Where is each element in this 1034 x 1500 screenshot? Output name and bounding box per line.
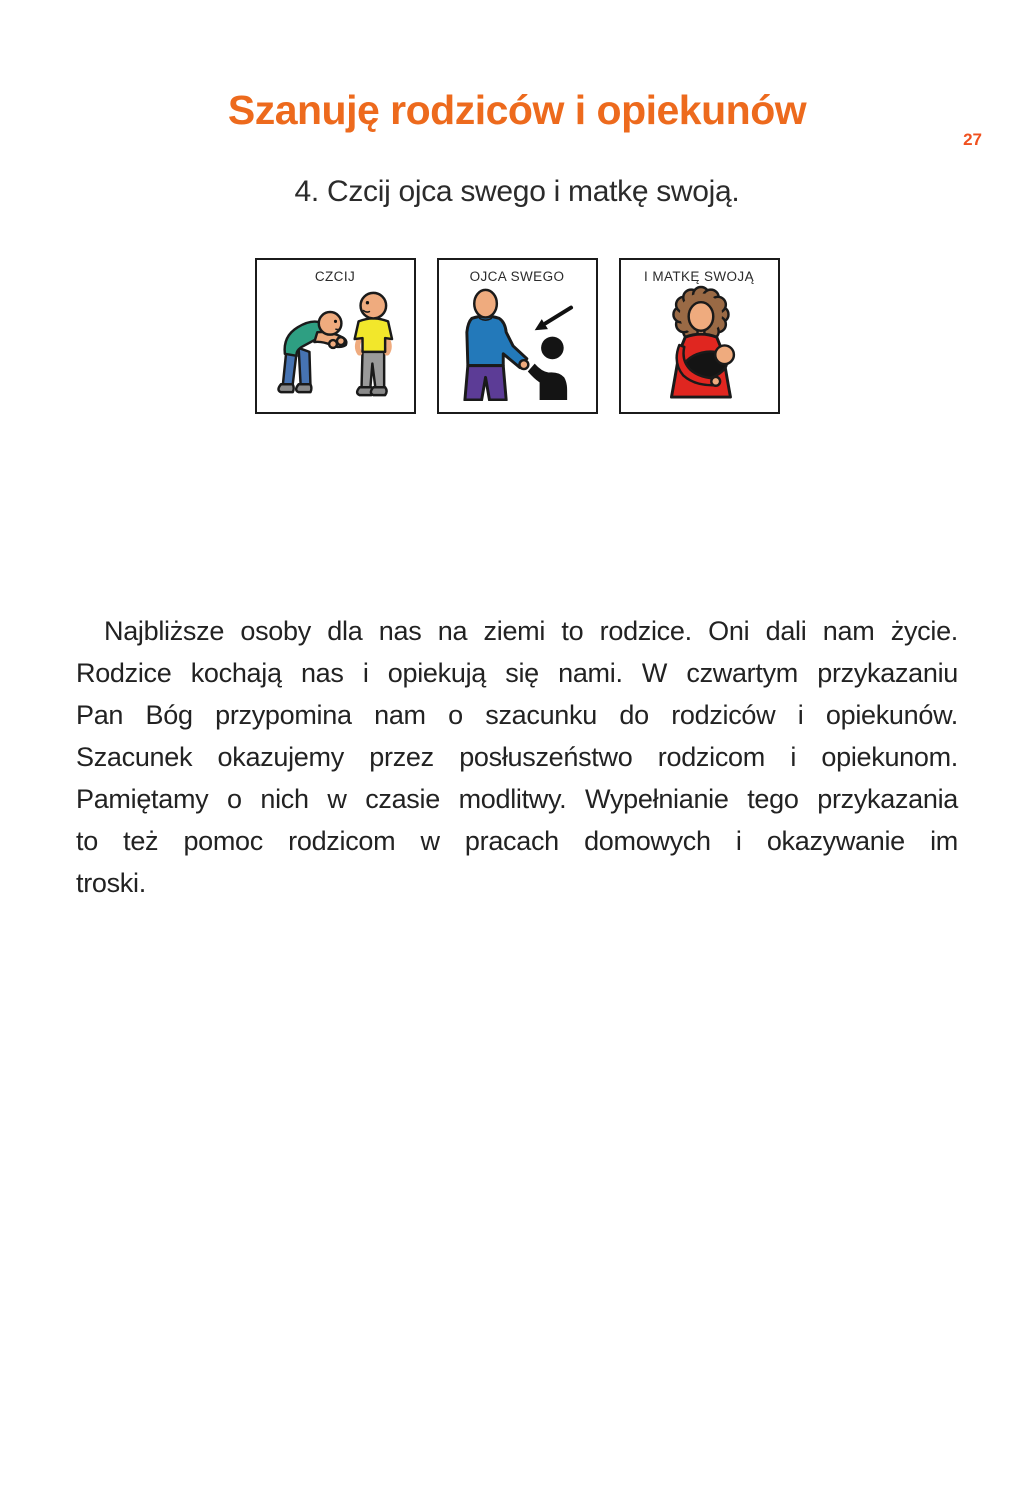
pictogram-card-ojca-swego bbox=[437, 258, 598, 414]
commandment-subtitle: 4. Czcij ojca swego i matkę swoją. bbox=[294, 175, 740, 208]
page-number: 27 bbox=[963, 130, 982, 149]
mother-holding-baby-icon bbox=[621, 285, 777, 401]
arrow-icon bbox=[535, 308, 571, 331]
pictogram-label: CZCIJ bbox=[314, 269, 356, 284]
child-silhouette bbox=[528, 337, 567, 400]
bowing-person bbox=[278, 312, 346, 392]
body-paragraph bbox=[76, 610, 958, 904]
standing-person bbox=[355, 293, 392, 395]
body-line: Pamiętamy o nich w czasie modlitwy. Wypełnianie tego przykazania bbox=[76, 784, 958, 814]
body-line: Pan Bóg przypomina nam o szacunku do rodziców i opiekunów. bbox=[76, 700, 958, 730]
body-line: Szacunek okazujemy przez posłuszeństwo rodzicom i opiekunom. bbox=[76, 742, 958, 772]
father-holding-child-hand-icon bbox=[439, 285, 595, 401]
mother-hand bbox=[711, 377, 720, 386]
pictogram-card-i-matke-swoja bbox=[619, 258, 780, 414]
body-line: Rodzice kochają nas i opiekują się nami. W czwartym przykazaniu bbox=[76, 658, 958, 688]
body-line: Najbliższe osoby dla nas na ziemi to rodzice. Oni dali nam życie. bbox=[104, 616, 958, 646]
page-title: Szanuję rodziców i opiekunów bbox=[227, 87, 807, 133]
pictogram-card-czcij bbox=[255, 258, 416, 414]
pictogram-label: I MATKĘ SWOJĄ bbox=[644, 269, 754, 284]
father-figure bbox=[465, 290, 528, 400]
pictogram-label: OJCA SWEGO bbox=[469, 269, 565, 284]
body-line: to też pomoc rodzicom w pracach domowych i okazywanie im bbox=[76, 826, 958, 856]
body-line: troski. bbox=[76, 868, 146, 898]
bowing-person-icon bbox=[257, 285, 413, 401]
baby-head bbox=[715, 345, 734, 364]
pictogram-row bbox=[0, 258, 1034, 414]
textbook-page bbox=[0, 86, 1034, 1500]
